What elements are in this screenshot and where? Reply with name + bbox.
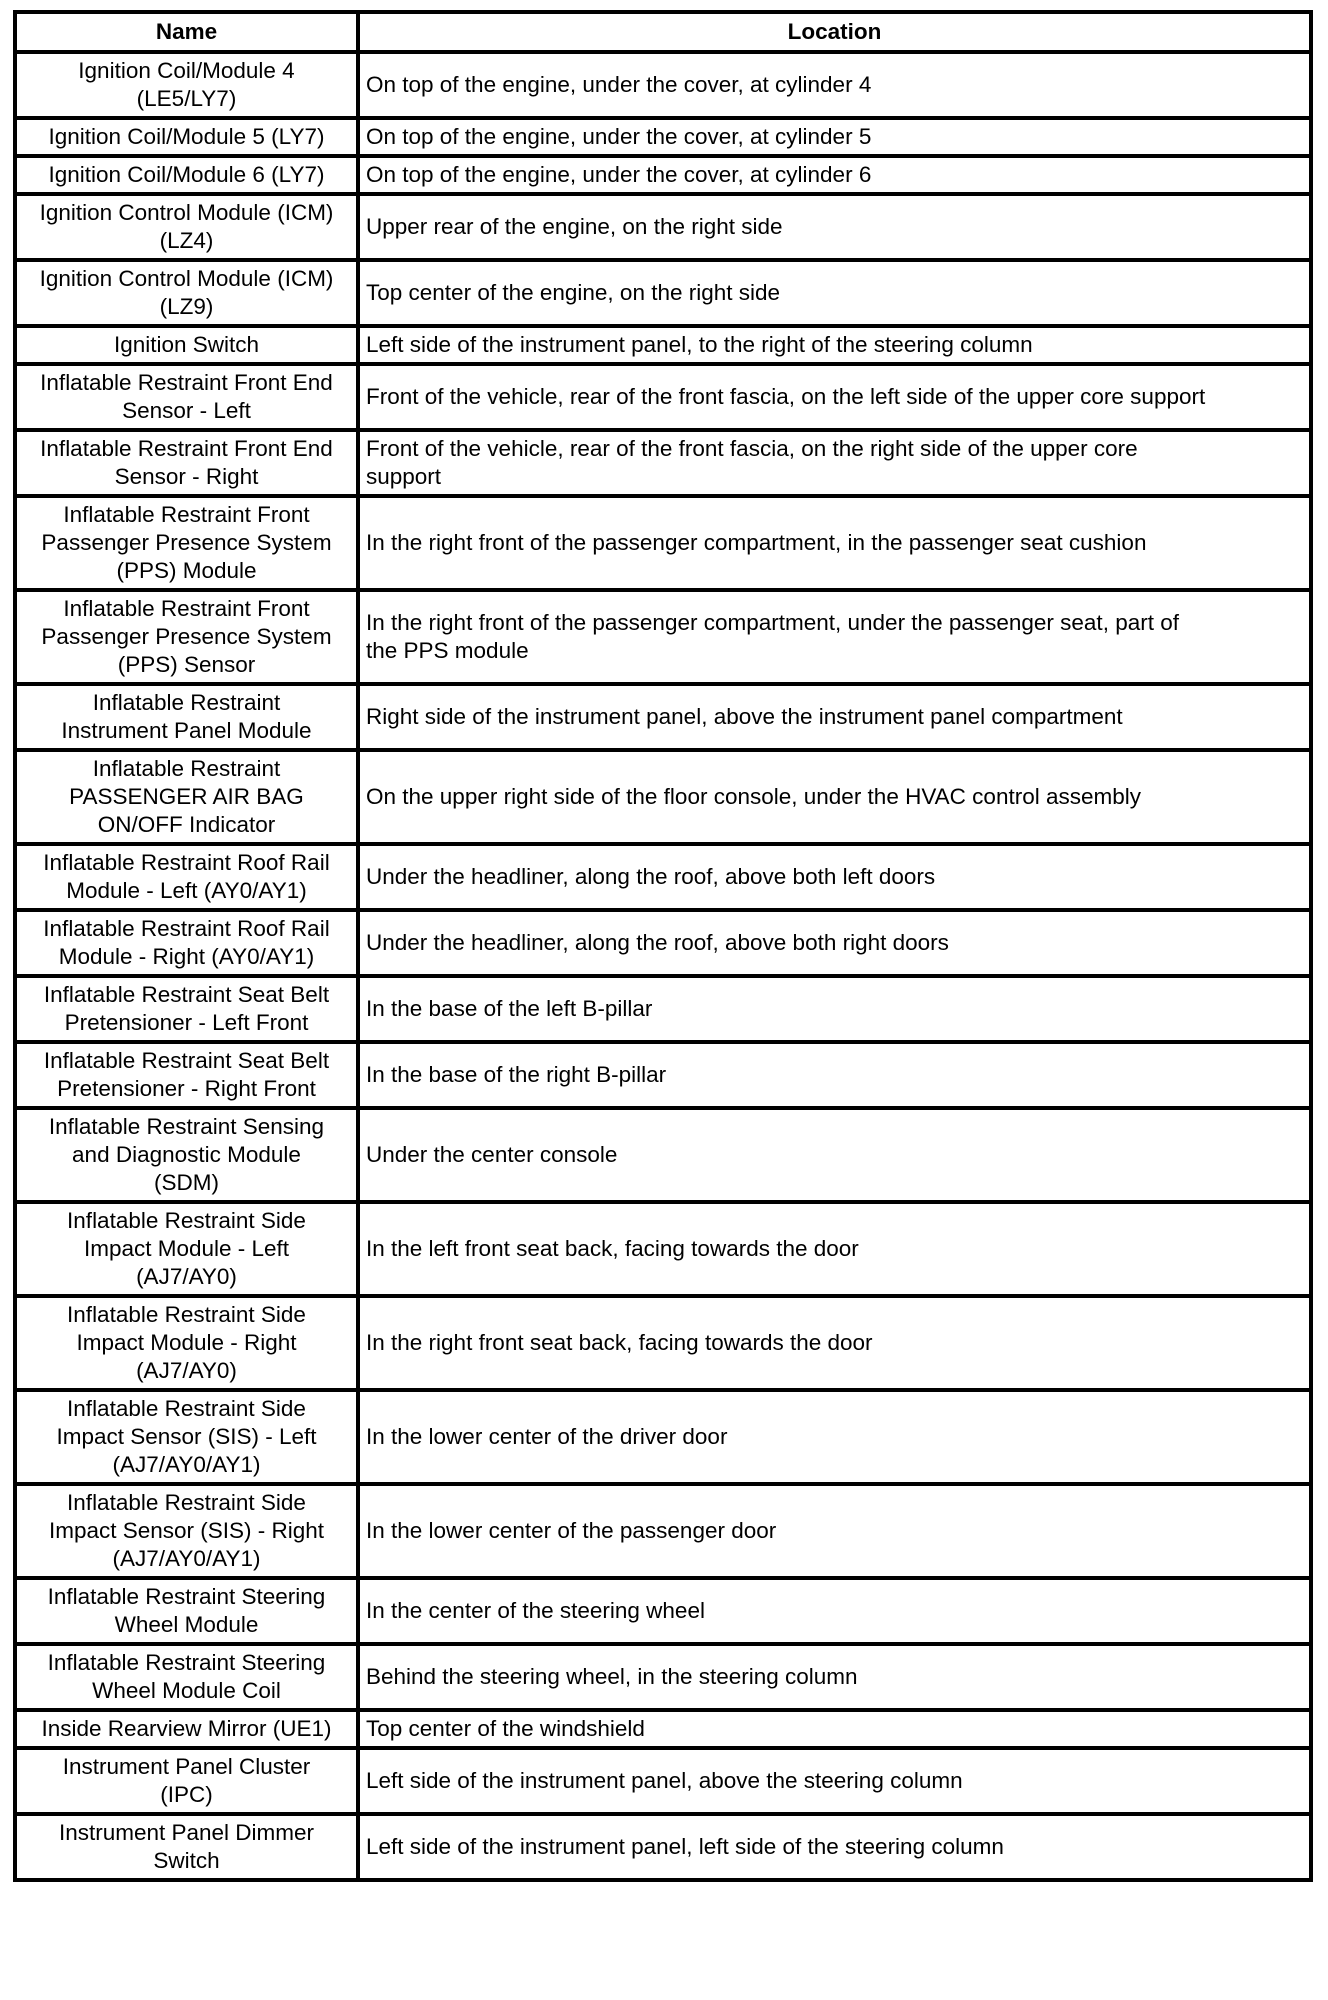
component-name-line: Switch [153,1848,220,1873]
component-location-line: In the lower center of the driver door [366,1424,728,1449]
component-location-line: Front of the vehicle, rear of the front fascia, on the left side of the upper core support [366,384,1206,409]
table-row [15,684,1311,750]
component-name-cell [15,684,358,750]
component-location-line: In the left front seat back, facing towards the door [366,1236,859,1261]
table-row [15,364,1311,430]
component-location-line: Right side of the instrument panel, above the instrument panel compartment [366,704,1123,729]
component-name-line: Inflatable Restraint Seat Belt [43,1048,330,1073]
table-row [15,1484,1311,1578]
component-name-line: Instrument Panel Dimmer [58,1820,315,1845]
component-location-line: the PPS module [366,638,529,663]
table-row [15,1644,1311,1710]
component-location-cell [358,1390,1311,1484]
component-location-line: Left side of the instrument panel, to the right of the steering column [366,332,1033,357]
component-name-cell [15,1748,358,1814]
component-location-line: In the right front of the passenger compartment, in the passenger seat cushion [366,530,1147,555]
component-name-line: Sensor - Right [114,464,259,489]
table-row [15,1748,1311,1814]
component-name-cell [15,156,358,194]
component-name-line: Inside Rearview Mirror (UE1) [41,1716,332,1741]
component-name-cell [15,1296,358,1390]
component-name-line: Inflatable Restraint Roof Rail [43,850,330,875]
table-row [15,118,1311,156]
component-location-cell [358,1814,1311,1880]
component-name-line: (AJ7/AY0) [136,1264,237,1289]
component-name-cell [15,1042,358,1108]
component-name-line: Pretensioner - Right Front [57,1076,316,1101]
component-name-cell [15,118,358,156]
component-name-line: Inflatable Restraint [92,690,281,715]
component-name-line: Inflatable Restraint Side [67,1208,306,1233]
component-name-cell [15,1108,358,1202]
component-location-line: In the base of the right B-pillar [366,1062,667,1087]
component-location-line: Front of the vehicle, rear of the front fascia, on the right side of the upper core [366,436,1138,461]
component-name-line: Ignition Control Module (ICM) [39,266,334,291]
component-name-line: Ignition Switch [113,332,260,357]
component-location-cell [358,1202,1311,1296]
component-name-line: Passenger Presence System [41,624,332,649]
component-location-cell [358,1296,1311,1390]
component-name-line: Pretensioner - Left Front [64,1010,309,1035]
table-header-row [15,12,1311,52]
component-name-line: (AJ7/AY0/AY1) [112,1452,261,1477]
component-name-line: Module - Left (AY0/AY1) [66,878,307,903]
component-location-cell [358,156,1311,194]
component-name-line: Inflatable Restraint Side [67,1490,306,1515]
table-row [15,1390,1311,1484]
name-column-header: Name [15,12,358,52]
table-row [15,496,1311,590]
component-name-line: Sensor - Left [122,398,251,423]
component-location-line: Under the headliner, along the roof, above both left doors [366,864,936,889]
component-name-line: Impact Module - Left [83,1236,290,1261]
table-row [15,844,1311,910]
component-name-cell [15,976,358,1042]
component-location-cell [358,118,1311,156]
table-row [15,1578,1311,1644]
component-location-cell [358,910,1311,976]
component-name-cell [15,260,358,326]
component-location-cell [358,1644,1311,1710]
component-location-line: In the base of the left B-pillar [366,996,653,1021]
component-location-line: Left side of the instrument panel, left side of the steering column [366,1834,1004,1859]
table-row [15,1202,1311,1296]
component-location-cell [358,1578,1311,1644]
component-name-line: Inflatable Restraint Steering [47,1650,326,1675]
component-name-line: (AJ7/AY0) [136,1358,237,1383]
component-location-line: Top center of the engine, on the right side [366,280,781,305]
table-row [15,1296,1311,1390]
table-row [15,1710,1311,1748]
component-name-cell [15,1484,358,1578]
component-location-line: On top of the engine, under the cover, at cylinder 4 [366,72,872,97]
component-name-cell [15,1710,358,1748]
component-name-cell [15,194,358,260]
component-location-line: Under the headliner, along the roof, above both right doors [366,930,949,955]
component-name-line: (LE5/LY7) [136,86,237,111]
component-name-line: Ignition Control Module (ICM) [39,200,334,225]
component-location-line: On top of the engine, under the cover, at cylinder 6 [366,162,872,187]
component-name-cell [15,590,358,684]
component-location-line: Top center of the windshield [366,1716,645,1741]
component-name-cell [15,1390,358,1484]
component-name-line: (LZ4) [159,228,214,253]
component-location-line: support [366,464,442,489]
component-name-cell [15,364,358,430]
location-column-header: Location [358,12,1311,52]
table-row [15,1042,1311,1108]
component-location-cell [358,194,1311,260]
table-row [15,590,1311,684]
component-location-cell [358,684,1311,750]
component-name-cell [15,1202,358,1296]
table-body [15,52,1311,1880]
component-name-line: Instrument Panel Module [61,718,312,743]
component-name-line: Inflatable Restraint Side [67,1396,306,1421]
component-name-line: ON/OFF Indicator [97,812,276,837]
table-row [15,1108,1311,1202]
component-name-line: Ignition Coil/Module 4 [78,58,295,83]
component-name-line: (AJ7/AY0/AY1) [112,1546,261,1571]
table-row [15,156,1311,194]
component-location-cell [358,1710,1311,1748]
table-row [15,430,1311,496]
component-location-line: In the right front seat back, facing towards the door [366,1330,873,1355]
component-name-cell [15,750,358,844]
component-name-line: Passenger Presence System [41,530,332,555]
component-name-line: Instrument Panel Cluster [62,1754,311,1779]
component-name-cell [15,430,358,496]
component-location-line: Upper rear of the engine, on the right side [366,214,783,239]
component-location-cell [358,590,1311,684]
table-row [15,910,1311,976]
component-location-cell [358,1042,1311,1108]
component-name-cell [15,1644,358,1710]
component-name-line: Inflatable Restraint Sensing [48,1114,325,1139]
component-name-line: Inflatable Restraint Steering [47,1584,326,1609]
component-name-line: Impact Sensor (SIS) - Right [48,1518,325,1543]
component-name-line: (IPC) [160,1782,213,1807]
component-name-line: Impact Sensor (SIS) - Left [56,1424,317,1449]
component-name-line: (SDM) [154,1170,219,1195]
table-row [15,326,1311,364]
component-location-line: In the lower center of the passenger door [366,1518,777,1543]
component-location-line: Left side of the instrument panel, above the steering column [366,1768,963,1793]
component-name-line: and Diagnostic Module [72,1142,301,1167]
component-name-line: (PPS) Module [116,558,257,583]
component-location-cell [358,52,1311,118]
component-location-line: Behind the steering wheel, in the steering column [366,1664,858,1689]
component-location-cell [358,260,1311,326]
component-location-cell [358,430,1311,496]
component-name-line: Wheel Module [114,1612,259,1637]
component-name-line: Module - Right (AY0/AY1) [58,944,315,969]
component-location-cell [358,326,1311,364]
table-row [15,260,1311,326]
component-location-line: In the center of the steering wheel [366,1598,705,1623]
component-name-cell [15,52,358,118]
component-name-cell [15,910,358,976]
component-name-cell [15,1578,358,1644]
component-name-line: Inflatable Restraint Seat Belt [43,982,330,1007]
component-name-cell [15,844,358,910]
table-row [15,750,1311,844]
table-row [15,52,1311,118]
component-name-line: Inflatable Restraint Front [63,596,310,621]
component-name-line: PASSENGER AIR BAG [69,784,304,809]
table-row [15,194,1311,260]
component-name-cell [15,1814,358,1880]
component-location-line: On top of the engine, under the cover, at cylinder 5 [366,124,872,149]
component-location-cell [358,976,1311,1042]
component-location-line: Under the center console [366,1142,618,1167]
component-location-line: On the upper right side of the floor console, under the HVAC control assembly [366,784,1141,809]
component-location-cell [358,1484,1311,1578]
component-name-line: Impact Module - Right [76,1330,297,1355]
component-location-cell [358,844,1311,910]
component-location-line: In the right front of the passenger compartment, under the passenger seat, part of [366,610,1179,635]
table-row [15,976,1311,1042]
component-name-line: Inflatable Restraint Roof Rail [43,916,330,941]
component-location-sheet [13,10,1309,1882]
component-location-cell [358,1748,1311,1814]
component-name-line: (PPS) Sensor [117,652,256,677]
component-name-cell [15,326,358,364]
component-name-line: Wheel Module Coil [92,1678,281,1703]
component-name-line: (LZ9) [159,294,214,319]
component-location-cell [358,364,1311,430]
component-name-line: Inflatable Restraint Front [63,502,310,527]
component-name-line: Ignition Coil/Module 5 (LY7) [48,124,325,149]
component-location-cell [358,750,1311,844]
component-location-cell [358,1108,1311,1202]
component-name-line: Inflatable Restraint Side [67,1302,306,1327]
component-name-line: Ignition Coil/Module 6 (LY7) [48,162,325,187]
component-location-cell [358,496,1311,590]
component-name-line: Inflatable Restraint Front End [40,370,333,395]
component-name-line: Inflatable Restraint Front End [40,436,333,461]
component-location-table [13,10,1313,1882]
component-name-line: Inflatable Restraint [92,756,281,781]
component-name-cell [15,496,358,590]
table-row [15,1814,1311,1880]
